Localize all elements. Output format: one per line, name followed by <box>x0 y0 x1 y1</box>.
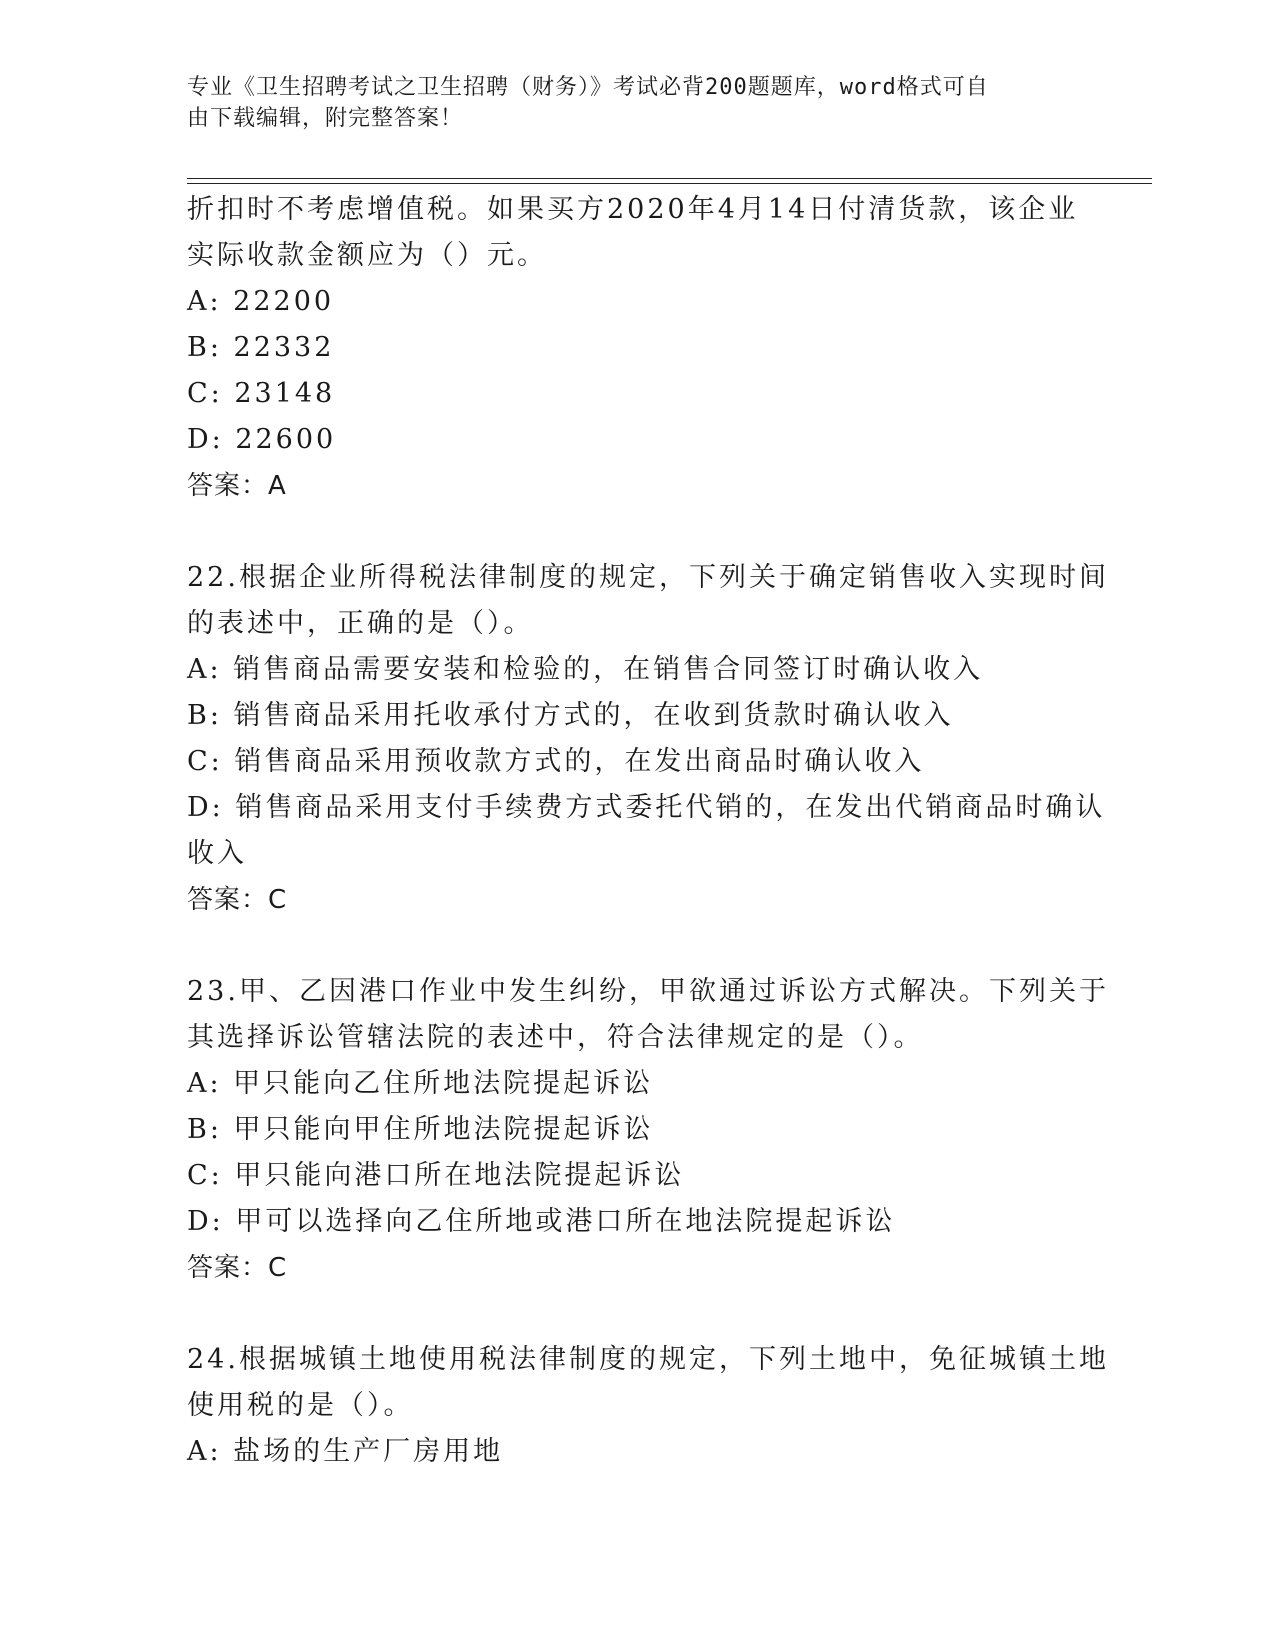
question-stem: 的表述中，正确的是（）。 <box>187 608 534 639</box>
option-d: D: 22600 <box>187 424 337 455</box>
option-b: B: 22332 <box>187 332 335 363</box>
header-divider-bottom <box>187 183 1152 184</box>
option-b: B: 销售商品采用托收承付方式的，在收到货款时确认收入 <box>187 700 954 731</box>
option-a: A: 甲只能向乙住所地法院提起诉讼 <box>187 1068 654 1099</box>
option-d: D: 甲可以选择向乙住所地或港口所在地法院提起诉讼 <box>187 1206 896 1237</box>
question-stem: 折扣时不考虑增值税。如果买方2020年4月14日付清货款，该企业 <box>187 194 1079 225</box>
option-a: A: 销售商品需要安装和检验的，在销售合同签订时确认收入 <box>187 654 984 685</box>
question-stem: 其选择诉讼管辖法院的表述中，符合法律规定的是（）。 <box>187 1022 924 1053</box>
header-divider-top <box>187 178 1152 179</box>
option-d: D: 销售商品采用支付手续费方式委托代销的，在发出代销商品时确认 <box>187 792 1106 823</box>
option-d-continued: 收入 <box>187 838 247 869</box>
question-21 <box>187 187 1087 509</box>
header-line-2: 由下载编辑，附完整答案！ <box>187 106 464 131</box>
question-stem: 24.根据城镇土地使用税法律制度的规定，下列土地中，免征城镇土地 <box>187 1344 1109 1375</box>
question-stem: 23.甲、乙因港口作业中发生纠纷，甲欲通过诉讼方式解决。下列关于 <box>187 976 1109 1007</box>
question-22 <box>187 555 1109 923</box>
question-23 <box>187 969 1109 1291</box>
question-stem: 实际收款金额应为（）元。 <box>187 240 547 271</box>
question-stem: 使用税的是（）。 <box>187 1390 414 1421</box>
option-a: A: 22200 <box>187 286 335 317</box>
spacer <box>187 923 1087 969</box>
option-c: C: 甲只能向港口所在地法院提起诉讼 <box>187 1160 685 1191</box>
question-stem: 22.根据企业所得税法律制度的规定，下列关于确定销售收入实现时间 <box>187 562 1109 593</box>
option-c: C: 销售商品采用预收款方式的，在发出商品时确认收入 <box>187 746 925 777</box>
question-list <box>187 187 1109 1475</box>
spacer <box>187 1291 1087 1337</box>
answer-label: 答案：C <box>187 1253 288 1283</box>
option-b: B: 甲只能向甲住所地法院提起诉讼 <box>187 1114 654 1145</box>
option-c: C: 23148 <box>187 378 336 409</box>
question-24 <box>187 1337 1109 1475</box>
answer-label: 答案：A <box>187 471 287 501</box>
header-line-1: 专业《卫生招聘考试之卫生招聘（财务）》考试必背200题题库，word格式可自 <box>187 75 989 100</box>
page-header <box>187 72 1067 134</box>
option-a: A: 盐场的生产厂房用地 <box>187 1436 504 1467</box>
answer-label: 答案：C <box>187 885 288 915</box>
spacer <box>187 509 1087 555</box>
